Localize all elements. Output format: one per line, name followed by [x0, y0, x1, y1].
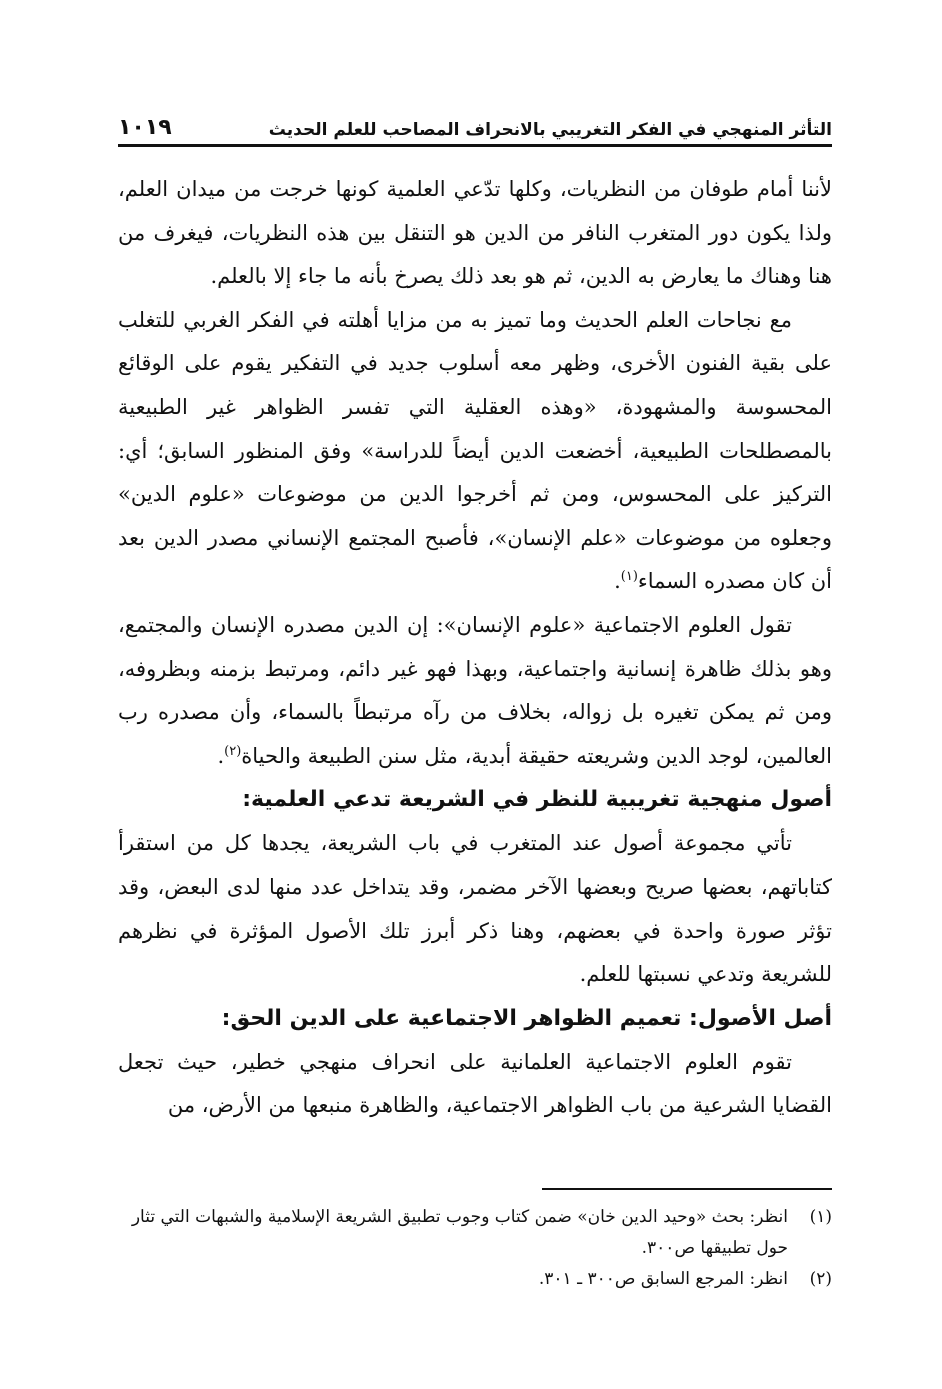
paragraph: تقول العلوم الاجتماعية «علوم الإنسان»: إن الدين مصدره الإنسان والمجتمع، وهو بذلك ظاهرة إنسانية واجتماعية، وبهذا فهو غير دائم، ومرتبط بزمنه وبظروفه، ومن ثم يمكن تغيره بل زواله، بخلاف من رآه مرتبطاً بالسماء، وأن مصدره رب العالمين، لوجد الدين وشريعته حقيقة أبدية، مثل سنن الطبيعة والحياة$^{(٢)}$.	[118, 612, 832, 768]
footnote-ref: (١)	[620, 569, 638, 585]
footnote	[118, 1264, 832, 1295]
section-heading: أصول منهجية تغريبية للنظر في الشريعة تدعي العلمية:	[242, 787, 832, 813]
running-title: التأثر المنهجي في الفكر التغريبي بالانحراف المصاحب للعلم الحديث	[268, 120, 832, 140]
paragraph: مع نجاحات العلم الحديث وما تميز به من مزايا أهلته في الفكر الغربي للتغلب على بقية الفنون الأخرى، وظهر معه أسلوب جديد في التفكير يقوم على الوقائع المحسوسة والمشهودة، «وهذه العقلية التي تفسر الظواهر غير الطبيعية بالمصطلحات الطبيعية، أخضعت الدين أيضاً للدراسة» وفق المنظور السابق؛ أي: التركيز على المحسوس، ومن ثم أخرجوا الدين من موضوعات «علوم الدين» وجعلوه من موضوعات «علم الإنسان»، فأصبح المجتمع الإنساني مصدر الدين بعد أن كان مصدره السماء$^{(١)}$.	[118, 307, 832, 594]
footnote	[118, 1202, 832, 1264]
section-heading: أصل الأصول: تعميم الظواهر الاجتماعية على الدين الحق:	[221, 1005, 832, 1031]
page-number: ١٠١٩	[118, 115, 172, 140]
footnote-number: (٢)	[809, 1269, 832, 1289]
paragraph: تأتي مجموعة أصول عند المتغرب في باب الشريعة، يجدها كل من استقرأ كتاباتهم، بعضها صريح وبعضها الآخر مضمر، وقد يتداخل عدد منها لدى البعض، وقد تؤثر صورة واحدة في بعضهم، وهنا ذكر أبرز تلك الأصول المؤثرة في نظرهم للشريعة وتدعي نسبتها للعلم.	[118, 831, 832, 987]
footnote-text: انظر: بحث «وحيد الدين خان» ضمن كتاب وجوب تطبيق الشريعة الإسلامية والشبهات التي تثار حول تطبيقها ص٣٠٠.	[131, 1207, 788, 1258]
footnote-number: (١)	[809, 1207, 832, 1227]
footnote-text: انظر: المرجع السابق ص٣٠٠ ـ ٣٠١.	[538, 1269, 788, 1289]
paragraph: تقوم العلوم الاجتماعية العلمانية على انحراف منهجي خطير، حيث تجعل القضايا الشرعية من باب الظواهر الاجتماعية، والظاهرة منبعها من الأرض، من	[118, 1049, 832, 1118]
page-header	[118, 96, 832, 147]
footnote-ref: (٢)	[224, 743, 242, 759]
footnotes	[118, 1202, 832, 1295]
main-text	[118, 168, 832, 1128]
paragraph: لأننا أمام طوفان من النظريات، وكلها تدّعي العلمية كونها خرجت من ميدان العلم، ولذا يكون دور المتغرب النافر من الدين هو التنقل بين هذه النظريات، فيغرف من هنا وهناك ما يعارض به الدين، ثم هو بعد ذلك يصرخ بأنه ما جاء إلا بالعلم.	[118, 177, 832, 289]
footnote-divider	[542, 1188, 832, 1190]
